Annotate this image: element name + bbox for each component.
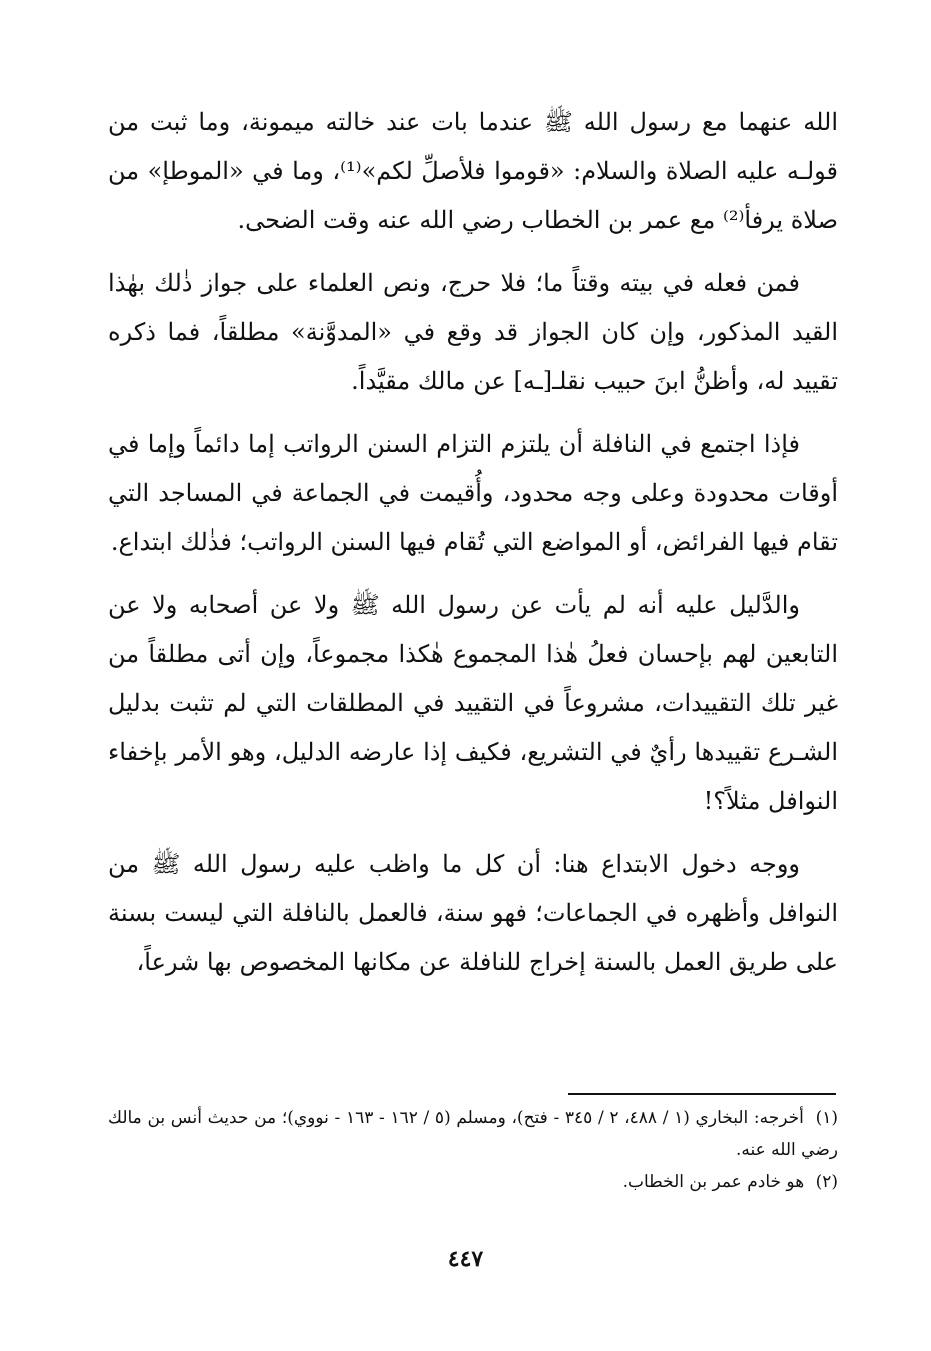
paragraph-1: الله عنهما مع رسول الله ﷺ عندما بات عند خالته ميمونة، وما ثبت من قولـه عليه الصلاة والسلام: «قوموا فلأصلِّ لكم»⁽¹⁾، وما في «الموطإ» من صلاة يرفأ⁽²⁾ مع عمر بن الخطاب رضي الله عنه وقت الضحى. (108, 108, 838, 234)
footnote-1-text: أخرجه: البخاري (١ / ٤٨٨، ٢ / ٣٤٥ - فتح)، ومسلم (٥ / ١٦٢ - ١٦٣ - نووي)؛ من حديث أنس بن مالك رضي الله عنه. (108, 1108, 838, 1160)
footnote-1 (108, 1102, 838, 1166)
footnote-divider (568, 1093, 836, 1095)
page-number: ٤٤٧ (447, 1246, 484, 1272)
footnote-2-number: (٢) (815, 1172, 838, 1192)
main-text (108, 98, 838, 1001)
paragraph-3: فإذا اجتمع في النافلة أن يلتزم التزام السنن الرواتب إما دائماً وإما في أوقات محدودة وعلى وجه محدود، وأُقيمت في الجماعة في المساجد التي تقام فيها الفرائض، أو المواضع التي تُقام فيها السنن الرواتب؛ فذٰلك ابتداع. (108, 430, 838, 556)
footnote-2-text: هو خادم عمر بن الخطاب. (622, 1172, 805, 1192)
paragraph-5: ووجه دخول الابتداع هنا: أن كل ما واظب عليه رسول الله ﷺ من النوافل وأظهره في الجماعات؛ فهو سنة، فالعمل بالنافلة التي ليست بسنة على طريق العمل بالسنة إخراج للنافلة عن مكانها المخصوص بها شرعاً، (108, 850, 838, 976)
paragraph-2: فمن فعله في بيته وقتاً ما؛ فلا حرج، ونص العلماء على جواز ذٰلك بهٰذا القيد المذكور، وإن كان الجواز قد وقع في «المدوَّنة» مطلقاً، فما ذكره تقييد له، وأظنُّ ابنَ حبيب نقلـ[ـه] عن مالك مقيَّداً. (108, 269, 838, 395)
footnote-2 (108, 1166, 838, 1198)
footnotes (108, 1102, 838, 1198)
paragraph-4: والدَّليل عليه أنه لم يأت عن رسول الله ﷺ ولا عن أصحابه ولا عن التابعين لهم بإحسان فعلُ هٰذا المجموع هٰكذا مجموعاً، وإن أتى مطلقاً من غير تلك التقييدات، مشروعاً في التقييد في المطلقات التي لم تثبت بدليل الشـرع تقييدها رأيٌ في التشريع، فكيف إذا عارضه الدليل، وهو الأمر بإخفاء النوافل مثلاً؟! (108, 591, 838, 815)
footnote-1-number: (١) (815, 1108, 838, 1128)
